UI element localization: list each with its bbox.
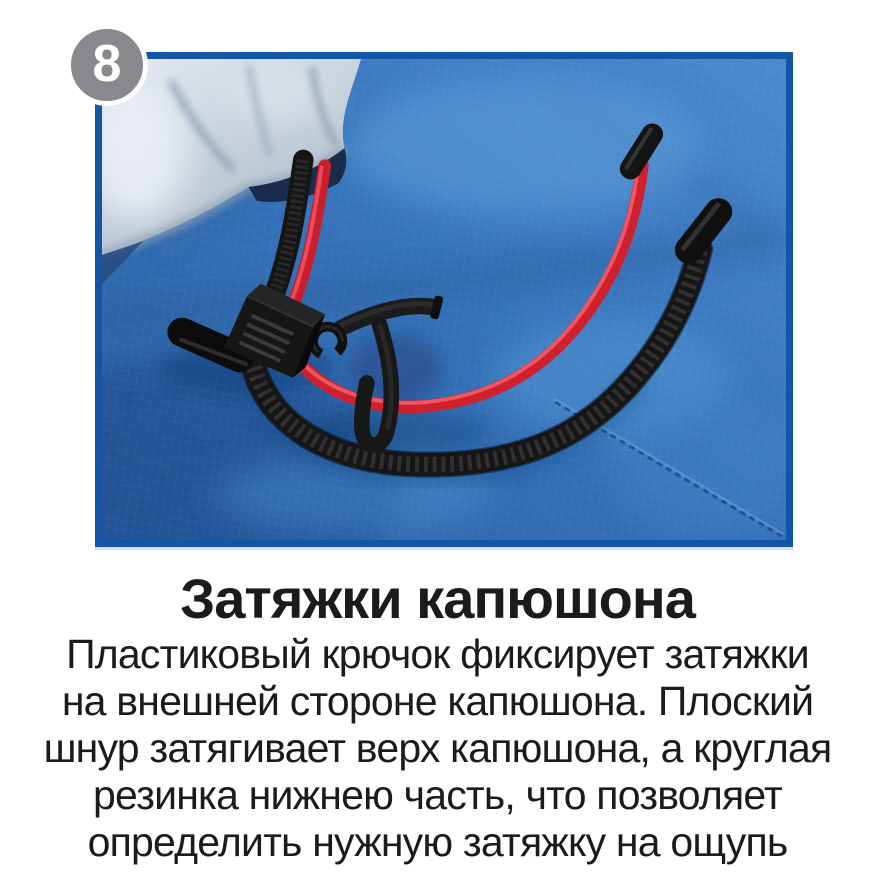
step-number: 8 bbox=[92, 35, 122, 93]
photo-frame bbox=[95, 52, 793, 547]
body-line: шнур затягивает верх капюшона, а круглая bbox=[43, 725, 832, 771]
body-line: резинка нижнею часть, что позволяет bbox=[93, 772, 782, 818]
step-number-badge bbox=[66, 24, 148, 106]
body-line: на внешней стороне капюшона. Плоский bbox=[61, 678, 814, 724]
caption-body bbox=[0, 631, 875, 866]
body-line: Пластиковый крючок фиксирует затяжки bbox=[66, 631, 809, 677]
body-line: определить нужную затяжку на ощупь bbox=[87, 819, 788, 865]
caption-title: Затяжки капюшона bbox=[180, 567, 695, 630]
photo-illustration bbox=[102, 59, 786, 540]
